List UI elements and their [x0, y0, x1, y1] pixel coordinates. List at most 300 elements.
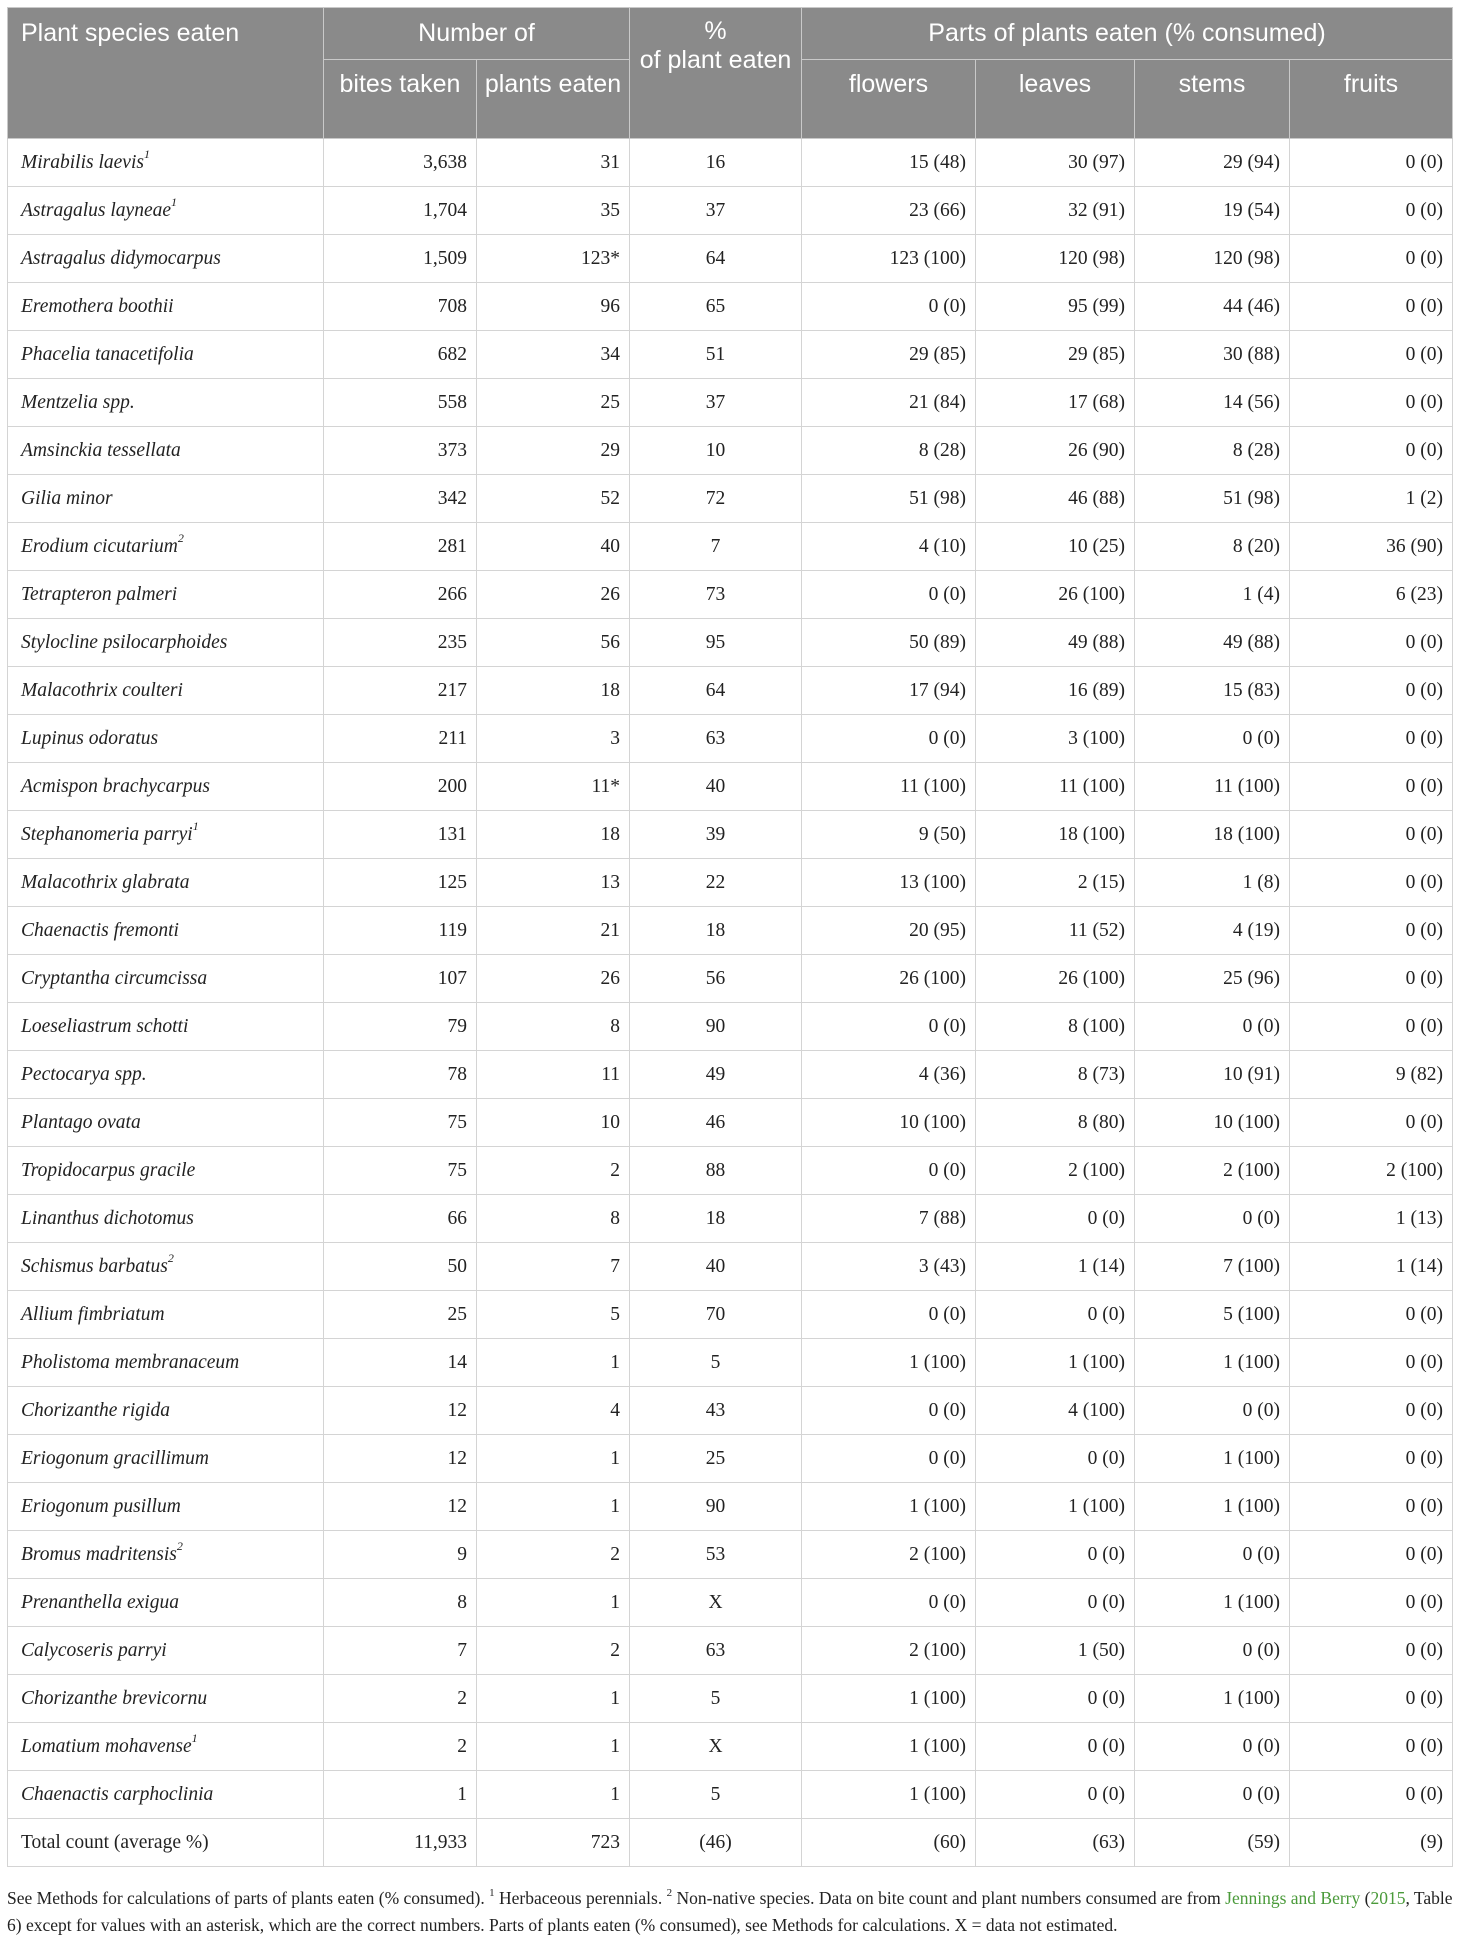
flowers-cell: 7 (88)	[802, 1195, 976, 1243]
bites-cell: 235	[324, 619, 477, 667]
fruits-cell: 9 (82)	[1290, 1051, 1453, 1099]
flowers-cell: 29 (85)	[802, 331, 976, 379]
table-row	[8, 1195, 1453, 1243]
percent-cell: 43	[630, 1387, 802, 1435]
flowers-cell: 0 (0)	[802, 1579, 976, 1627]
table-row	[8, 1291, 1453, 1339]
data-table-container	[7, 7, 1452, 1867]
stems-cell: 2 (100)	[1135, 1147, 1290, 1195]
percent-cell: 10	[630, 427, 802, 475]
percent-cell: 7	[630, 523, 802, 571]
flowers-cell: 9 (50)	[802, 811, 976, 859]
fruits-cell: 0 (0)	[1290, 1099, 1453, 1147]
bites-cell: 1,509	[324, 235, 477, 283]
footnote-text: See Methods for calculations of parts of plants eaten (% consumed).	[7, 1888, 490, 1908]
table-row	[8, 331, 1453, 379]
stems-cell: 0 (0)	[1135, 1195, 1290, 1243]
percent-cell: 95	[630, 619, 802, 667]
percent-cell: 37	[630, 187, 802, 235]
table-row	[8, 1435, 1453, 1483]
plants-cell: 1	[477, 1435, 630, 1483]
flowers-cell: 0 (0)	[802, 1435, 976, 1483]
bites-cell: 682	[324, 331, 477, 379]
flowers-cell: 0 (0)	[802, 571, 976, 619]
bites-cell: 3,638	[324, 139, 477, 187]
leaves-cell: 0 (0)	[976, 1723, 1135, 1771]
percent-cell: X	[630, 1723, 802, 1771]
leaves-cell: 11 (100)	[976, 763, 1135, 811]
species-name-cell	[8, 1195, 324, 1243]
species-name-cell	[8, 139, 324, 187]
plants-cell: 13	[477, 859, 630, 907]
plants-cell: 40	[477, 523, 630, 571]
stems-cell: 1 (100)	[1135, 1483, 1290, 1531]
percent-cell: 64	[630, 235, 802, 283]
species-name: Schismus barbatus	[21, 1255, 168, 1277]
plants-cell: 25	[477, 379, 630, 427]
fruits-cell: 2 (100)	[1290, 1147, 1453, 1195]
leaves-cell: 32 (91)	[976, 187, 1135, 235]
fruits-cell: 0 (0)	[1290, 811, 1453, 859]
flowers-cell: 2 (100)	[802, 1627, 976, 1675]
table-row	[8, 955, 1453, 1003]
bites-cell: 125	[324, 859, 477, 907]
total-leaves: (63)	[976, 1819, 1135, 1867]
plants-cell: 56	[477, 619, 630, 667]
species-name-cell	[8, 1243, 324, 1291]
species-name: Mentzelia spp.	[21, 391, 135, 413]
plants-cell: 29	[477, 427, 630, 475]
total-stems: (59)	[1135, 1819, 1290, 1867]
bites-cell: 12	[324, 1435, 477, 1483]
stems-cell: 5 (100)	[1135, 1291, 1290, 1339]
percent-cell: 40	[630, 1243, 802, 1291]
header-stems: stems	[1135, 60, 1290, 139]
bites-cell: 66	[324, 1195, 477, 1243]
bites-cell: 12	[324, 1483, 477, 1531]
plants-cell: 123*	[477, 235, 630, 283]
plants-cell: 26	[477, 955, 630, 1003]
stems-cell: 1 (100)	[1135, 1675, 1290, 1723]
table-row	[8, 1099, 1453, 1147]
fruits-cell: 1 (13)	[1290, 1195, 1453, 1243]
fruits-cell: 6 (23)	[1290, 571, 1453, 619]
species-name-cell	[8, 1387, 324, 1435]
flowers-cell: 0 (0)	[802, 1003, 976, 1051]
table-row	[8, 763, 1453, 811]
table-row	[8, 427, 1453, 475]
plants-cell: 7	[477, 1243, 630, 1291]
species-name-cell	[8, 1051, 324, 1099]
species-name: Lomatium mohavense	[21, 1735, 192, 1757]
stems-cell: 1 (100)	[1135, 1339, 1290, 1387]
leaves-cell: 1 (50)	[976, 1627, 1135, 1675]
citation-link[interactable]: Jennings and Berry	[1225, 1888, 1361, 1908]
flowers-cell: 10 (100)	[802, 1099, 976, 1147]
percent-cell: 51	[630, 331, 802, 379]
total-plants: 723	[477, 1819, 630, 1867]
flowers-cell: 1 (100)	[802, 1723, 976, 1771]
bites-cell: 211	[324, 715, 477, 763]
flowers-cell: 8 (28)	[802, 427, 976, 475]
fruits-cell: 0 (0)	[1290, 1675, 1453, 1723]
table-row	[8, 619, 1453, 667]
species-name-cell	[8, 427, 324, 475]
bites-cell: 131	[324, 811, 477, 859]
table-row	[8, 523, 1453, 571]
table-row	[8, 1051, 1453, 1099]
fruits-cell: 1 (14)	[1290, 1243, 1453, 1291]
percent-cell: 5	[630, 1675, 802, 1723]
stems-cell: 7 (100)	[1135, 1243, 1290, 1291]
species-name: Eremothera boothii	[21, 295, 174, 317]
species-name-cell	[8, 763, 324, 811]
flowers-cell: 0 (0)	[802, 283, 976, 331]
fruits-cell: 0 (0)	[1290, 427, 1453, 475]
table-row	[8, 283, 1453, 331]
table-row	[8, 1531, 1453, 1579]
percent-cell: 16	[630, 139, 802, 187]
header-percent-symbol: %	[704, 17, 727, 45]
stems-cell: 10 (91)	[1135, 1051, 1290, 1099]
species-name-cell	[8, 1723, 324, 1771]
fruits-cell: 0 (0)	[1290, 283, 1453, 331]
species-name: Malacothrix glabrata	[21, 871, 190, 893]
species-name-cell	[8, 1579, 324, 1627]
species-name: Astragalus didymocarpus	[21, 247, 221, 269]
table-row	[8, 1675, 1453, 1723]
leaves-cell: 95 (99)	[976, 283, 1135, 331]
stems-cell: 18 (100)	[1135, 811, 1290, 859]
leaves-cell: 17 (68)	[976, 379, 1135, 427]
fruits-cell: 0 (0)	[1290, 1003, 1453, 1051]
plants-cell: 10	[477, 1099, 630, 1147]
leaves-cell: 2 (15)	[976, 859, 1135, 907]
percent-cell: 5	[630, 1771, 802, 1819]
percent-cell: X	[630, 1579, 802, 1627]
leaves-cell: 1 (100)	[976, 1339, 1135, 1387]
species-name-cell	[8, 1627, 324, 1675]
species-name: Amsinckia tessellata	[21, 439, 181, 461]
leaves-cell: 0 (0)	[976, 1531, 1135, 1579]
bites-cell: 1,704	[324, 187, 477, 235]
flowers-cell: 17 (94)	[802, 667, 976, 715]
header-number-of: Number of	[324, 8, 630, 60]
stems-cell: 25 (96)	[1135, 955, 1290, 1003]
percent-cell: 37	[630, 379, 802, 427]
leaves-cell: 2 (100)	[976, 1147, 1135, 1195]
species-name: Calycoseris parryi	[21, 1639, 167, 1661]
percent-cell: 5	[630, 1339, 802, 1387]
species-name-cell	[8, 907, 324, 955]
fruits-cell: 0 (0)	[1290, 379, 1453, 427]
plant-consumption-table	[7, 7, 1453, 1867]
species-name-cell	[8, 523, 324, 571]
species-name: Chaenactis fremonti	[21, 919, 179, 941]
stems-cell: 8 (28)	[1135, 427, 1290, 475]
bites-cell: 78	[324, 1051, 477, 1099]
leaves-cell: 8 (80)	[976, 1099, 1135, 1147]
percent-cell: 88	[630, 1147, 802, 1195]
flowers-cell: 13 (100)	[802, 859, 976, 907]
species-name: Erodium cicutarium	[21, 535, 178, 557]
species-name-cell	[8, 379, 324, 427]
citation-year-link[interactable]: 2015	[1370, 1888, 1406, 1908]
bites-cell: 373	[324, 427, 477, 475]
bites-cell: 1	[324, 1771, 477, 1819]
percent-cell: 63	[630, 1627, 802, 1675]
table-row	[8, 475, 1453, 523]
header-bites-taken: bites taken	[324, 60, 477, 139]
table-row	[8, 1003, 1453, 1051]
plants-cell: 2	[477, 1531, 630, 1579]
header-parts: Parts of plants eaten (% consumed)	[802, 8, 1453, 60]
table-row	[8, 859, 1453, 907]
stems-cell: 0 (0)	[1135, 1531, 1290, 1579]
header-percent-eaten	[630, 8, 802, 139]
table-row	[8, 379, 1453, 427]
percent-cell: 64	[630, 667, 802, 715]
plants-cell: 1	[477, 1675, 630, 1723]
leaves-cell: 0 (0)	[976, 1195, 1135, 1243]
stems-cell: 8 (20)	[1135, 523, 1290, 571]
leaves-cell: 0 (0)	[976, 1579, 1135, 1627]
table-total-row	[8, 1819, 1453, 1867]
percent-cell: 18	[630, 907, 802, 955]
table-row	[8, 715, 1453, 763]
header-percent-label: of plant eaten	[639, 46, 792, 74]
species-name: Astragalus layneae	[21, 199, 172, 221]
fruits-cell: 0 (0)	[1290, 859, 1453, 907]
stems-cell: 1 (8)	[1135, 859, 1290, 907]
total-flowers: (60)	[802, 1819, 976, 1867]
table-row	[8, 811, 1453, 859]
leaves-cell: 18 (100)	[976, 811, 1135, 859]
plants-cell: 96	[477, 283, 630, 331]
fruits-cell: 36 (90)	[1290, 523, 1453, 571]
bites-cell: 75	[324, 1099, 477, 1147]
total-fruits: (9)	[1290, 1819, 1453, 1867]
species-footnote-marker: 2	[167, 1251, 174, 1265]
leaves-cell: 8 (100)	[976, 1003, 1135, 1051]
leaves-cell: 3 (100)	[976, 715, 1135, 763]
species-name-cell	[8, 331, 324, 379]
plants-cell: 35	[477, 187, 630, 235]
leaves-cell: 1 (14)	[976, 1243, 1135, 1291]
leaves-cell: 10 (25)	[976, 523, 1135, 571]
bites-cell: 200	[324, 763, 477, 811]
flowers-cell: 0 (0)	[802, 1147, 976, 1195]
flowers-cell: 50 (89)	[802, 619, 976, 667]
footnote-text: , Table 6) except for values with an asterisk, which are the correct numbers. Parts of plants eaten (% consumed), see Methods for calculations. X = data not estimated.	[7, 1888, 1453, 1935]
bites-cell: 107	[324, 955, 477, 1003]
species-name: Phacelia tanacetifolia	[21, 343, 194, 365]
total-percent: (46)	[630, 1819, 802, 1867]
species-name-cell	[8, 1483, 324, 1531]
stems-cell: 1 (4)	[1135, 571, 1290, 619]
species-name-cell	[8, 1771, 324, 1819]
table-row	[8, 571, 1453, 619]
leaves-cell: 26 (90)	[976, 427, 1135, 475]
fruits-cell: 0 (0)	[1290, 1435, 1453, 1483]
bites-cell: 266	[324, 571, 477, 619]
flowers-cell: 20 (95)	[802, 907, 976, 955]
table-body	[8, 139, 1453, 1867]
fruits-cell: 0 (0)	[1290, 235, 1453, 283]
leaves-cell: 16 (89)	[976, 667, 1135, 715]
fruits-cell: 0 (0)	[1290, 1771, 1453, 1819]
stems-cell: 51 (98)	[1135, 475, 1290, 523]
species-name-cell	[8, 715, 324, 763]
species-name-cell	[8, 667, 324, 715]
species-name: Cryptantha circumcissa	[21, 967, 208, 989]
leaves-cell: 26 (100)	[976, 571, 1135, 619]
species-name-cell	[8, 859, 324, 907]
species-name: Prenanthella exigua	[21, 1591, 179, 1613]
header-plants-eaten: plants eaten	[477, 60, 630, 139]
flowers-cell: 4 (10)	[802, 523, 976, 571]
fruits-cell: 0 (0)	[1290, 1723, 1453, 1771]
fruits-cell: 0 (0)	[1290, 1483, 1453, 1531]
plants-cell: 2	[477, 1627, 630, 1675]
species-name-cell	[8, 1147, 324, 1195]
table-header	[8, 8, 1453, 139]
flowers-cell: 26 (100)	[802, 955, 976, 1003]
fruits-cell: 0 (0)	[1290, 715, 1453, 763]
total-label: Total count (average %)	[8, 1819, 324, 1867]
species-footnote-marker: 2	[176, 1539, 183, 1553]
fruits-cell: 0 (0)	[1290, 1387, 1453, 1435]
species-footnote-marker: 1	[192, 819, 199, 833]
plants-cell: 5	[477, 1291, 630, 1339]
flowers-cell: 123 (100)	[802, 235, 976, 283]
stems-cell: 4 (19)	[1135, 907, 1290, 955]
stems-cell: 14 (56)	[1135, 379, 1290, 427]
species-name-cell	[8, 1291, 324, 1339]
leaves-cell: 11 (52)	[976, 907, 1135, 955]
plants-cell: 1	[477, 1771, 630, 1819]
stems-cell: 1 (100)	[1135, 1579, 1290, 1627]
species-name: Lupinus odoratus	[21, 727, 159, 749]
leaves-cell: 0 (0)	[976, 1435, 1135, 1483]
bites-cell: 708	[324, 283, 477, 331]
header-fruits: fruits	[1290, 60, 1453, 139]
stems-cell: 19 (54)	[1135, 187, 1290, 235]
plants-cell: 2	[477, 1147, 630, 1195]
percent-cell: 63	[630, 715, 802, 763]
table-row	[8, 1771, 1453, 1819]
table-row	[8, 907, 1453, 955]
species-name-cell	[8, 1099, 324, 1147]
footnote-marker: 2	[666, 1887, 673, 1900]
species-name: Mirabilis laevis	[21, 151, 144, 173]
leaves-cell: 30 (97)	[976, 139, 1135, 187]
species-name: Malacothrix coulteri	[21, 679, 183, 701]
species-name: Gilia minor	[21, 487, 113, 509]
leaves-cell: 1 (100)	[976, 1483, 1135, 1531]
percent-cell: 25	[630, 1435, 802, 1483]
leaves-cell: 0 (0)	[976, 1675, 1135, 1723]
leaves-cell: 49 (88)	[976, 619, 1135, 667]
fruits-cell: 0 (0)	[1290, 187, 1453, 235]
leaves-cell: 29 (85)	[976, 331, 1135, 379]
fruits-cell: 1 (2)	[1290, 475, 1453, 523]
flowers-cell: 4 (36)	[802, 1051, 976, 1099]
header-leaves: leaves	[976, 60, 1135, 139]
table-row	[8, 1243, 1453, 1291]
flowers-cell: 1 (100)	[802, 1771, 976, 1819]
stems-cell: 11 (100)	[1135, 763, 1290, 811]
leaves-cell: 120 (98)	[976, 235, 1135, 283]
stems-cell: 30 (88)	[1135, 331, 1290, 379]
bites-cell: 2	[324, 1723, 477, 1771]
stems-cell: 0 (0)	[1135, 1771, 1290, 1819]
footnote-marker: 1	[489, 1887, 495, 1900]
total-bites: 11,933	[324, 1819, 477, 1867]
percent-cell: 72	[630, 475, 802, 523]
stems-cell: 49 (88)	[1135, 619, 1290, 667]
flowers-cell: 0 (0)	[802, 1387, 976, 1435]
leaves-cell: 46 (88)	[976, 475, 1135, 523]
header-species: Plant species eaten	[8, 8, 324, 139]
fruits-cell: 0 (0)	[1290, 139, 1453, 187]
table-footnote	[7, 1885, 1457, 1939]
percent-cell: 18	[630, 1195, 802, 1243]
stems-cell: 0 (0)	[1135, 715, 1290, 763]
flowers-cell: 15 (48)	[802, 139, 976, 187]
species-name-cell	[8, 955, 324, 1003]
species-name-cell	[8, 1531, 324, 1579]
stems-cell: 44 (46)	[1135, 283, 1290, 331]
header-flowers: flowers	[802, 60, 976, 139]
fruits-cell: 0 (0)	[1290, 667, 1453, 715]
leaves-cell: 0 (0)	[976, 1771, 1135, 1819]
plants-cell: 18	[477, 811, 630, 859]
plants-cell: 21	[477, 907, 630, 955]
stems-cell: 29 (94)	[1135, 139, 1290, 187]
species-footnote-marker: 2	[177, 531, 184, 545]
stems-cell: 0 (0)	[1135, 1627, 1290, 1675]
table-row	[8, 187, 1453, 235]
species-name-cell	[8, 811, 324, 859]
stems-cell: 1 (100)	[1135, 1435, 1290, 1483]
bites-cell: 8	[324, 1579, 477, 1627]
plants-cell: 18	[477, 667, 630, 715]
species-name-cell	[8, 1435, 324, 1483]
bites-cell: 7	[324, 1627, 477, 1675]
stems-cell: 10 (100)	[1135, 1099, 1290, 1147]
fruits-cell: 0 (0)	[1290, 619, 1453, 667]
species-name-cell	[8, 475, 324, 523]
species-name-cell	[8, 1675, 324, 1723]
species-name: Chorizanthe rigida	[21, 1399, 170, 1421]
fruits-cell: 0 (0)	[1290, 955, 1453, 1003]
table-row	[8, 139, 1453, 187]
plants-cell: 8	[477, 1003, 630, 1051]
fruits-cell: 0 (0)	[1290, 331, 1453, 379]
percent-cell: 39	[630, 811, 802, 859]
plants-cell: 3	[477, 715, 630, 763]
fruits-cell: 0 (0)	[1290, 763, 1453, 811]
species-name: Allium fimbriatum	[21, 1303, 165, 1325]
plants-cell: 1	[477, 1723, 630, 1771]
species-footnote-marker: 1	[191, 1731, 198, 1745]
species-name: Eriogonum pusillum	[21, 1495, 181, 1517]
bites-cell: 342	[324, 475, 477, 523]
percent-cell: 40	[630, 763, 802, 811]
plants-cell: 1	[477, 1339, 630, 1387]
flowers-cell: 51 (98)	[802, 475, 976, 523]
